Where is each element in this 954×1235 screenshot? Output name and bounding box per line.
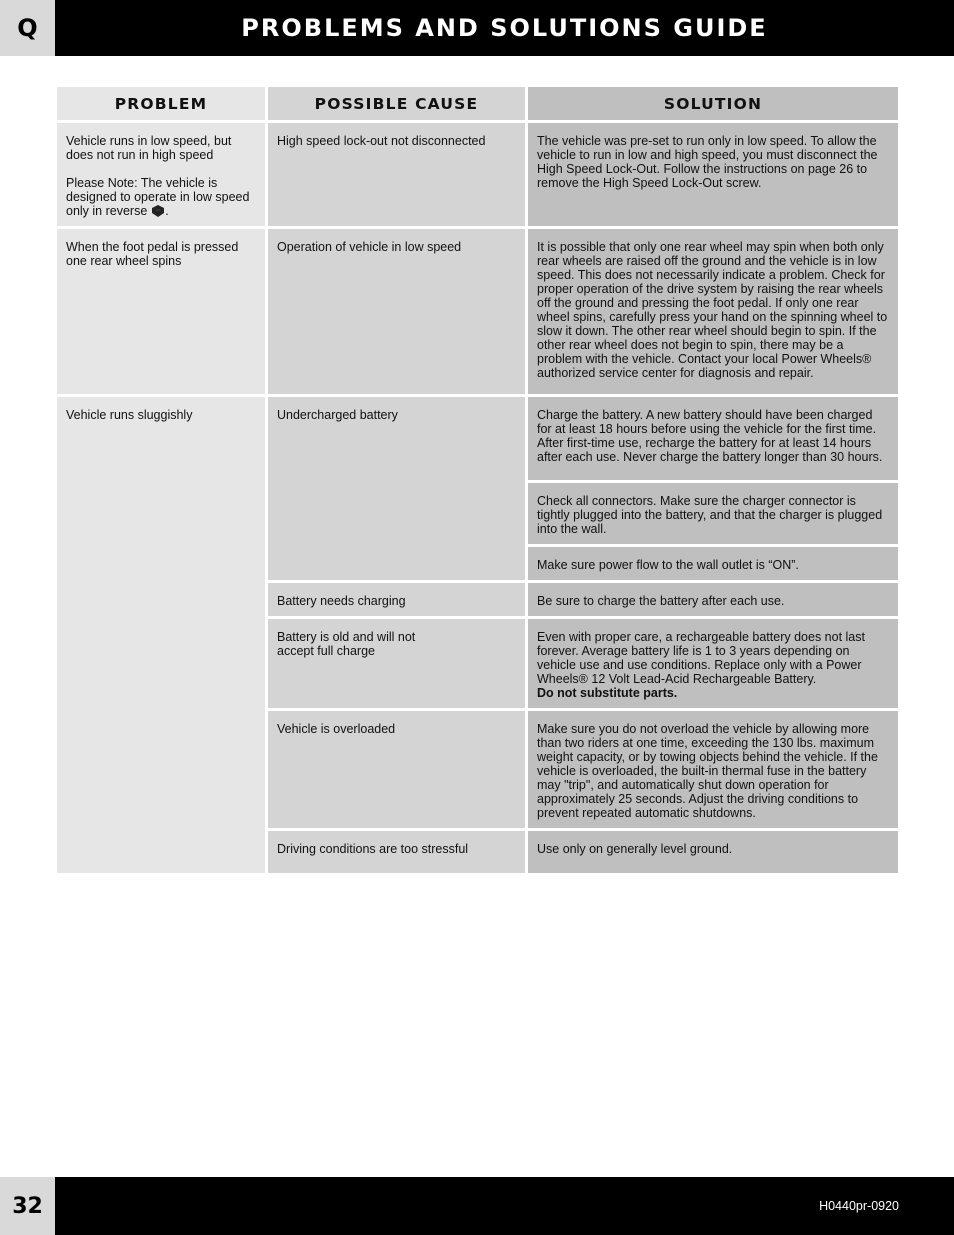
page-footer — [0, 1177, 954, 1235]
problem-note-end: . — [165, 204, 169, 218]
cause-cell: Driving conditions are too stressful — [268, 831, 525, 873]
cause-cell: High speed lock-out not disconnected — [268, 123, 525, 226]
page-header — [0, 0, 954, 56]
solution-cell: The vehicle was pre-set to run only in low speed. To allow the vehicle to run in low and high speed, you must disconnect the High Speed Lock-Out. Follow the instructions on page 26 to remove the High Speed Lock-Out screw. — [528, 123, 898, 226]
cause-cell: Undercharged battery — [268, 397, 525, 580]
problem-cell: Vehicle runs sluggishly — [57, 397, 265, 873]
section-tab: Q — [0, 0, 55, 56]
solution-cell: Be sure to charge the battery after each use. — [528, 583, 898, 616]
problem-note — [66, 176, 256, 218]
problem-note-text: Please Note: The vehicle is designed to operate in low speed only in reverse — [66, 176, 250, 218]
column-header-cause: POSSIBLE CAUSE — [268, 87, 525, 120]
column-header-solution: SOLUTION — [528, 87, 898, 120]
solution-text: Even with proper care, a rechargeable battery does not last forever. Average battery life is 1 to 3 years depending on vehicle use and use conditions. Replace only with a Power Wheels® 12 Volt Lead-Acid Rechargeable Battery. — [537, 630, 865, 686]
cause-cell: Battery is old and will not accept full charge — [268, 619, 525, 708]
problems-table — [57, 87, 898, 873]
problem-text: Vehicle runs in low speed, but does not run in high speed — [66, 134, 232, 162]
solution-cell: It is possible that only one rear wheel may spin when both only rear wheels are raised off the ground and the vehicle is in low speed. This does not necessarily indicate a problem. Check for proper operation of the drive system by raising the rear wheels off the ground and pressing the foot pedal. If only one rear wheel spins, carefully press your hand on the spinning wheel to slow it down. The other rear wheel should begin to spin. If the other rear wheel does not begin to spin, there may be a problem with the vehicle. Contact your local Power Wheels® authorized service center for diagnosis and repair. — [528, 229, 898, 394]
page-number: 32 — [0, 1177, 55, 1235]
solution-cell: Check all connectors. Make sure the charger connector is tightly plugged into the battery, and that the charger is plugged into the wall. — [528, 483, 898, 544]
column-header-problem: PROBLEM — [57, 87, 265, 120]
reverse-gear-icon — [151, 205, 165, 217]
solution-cell — [528, 619, 898, 708]
solution-cell: Charge the battery. A new battery should have been charged for at least 18 hours before using the vehicle for the first time. After first-time use, recharge the battery for at least 14 hours after each use. Never charge the battery longer than 30 hours. — [528, 397, 898, 480]
cause-cell: Battery needs charging — [268, 583, 525, 616]
solution-cell: Use only on generally level ground. — [528, 831, 898, 873]
solution-cell: Make sure power flow to the wall outlet is “ON”. — [528, 547, 898, 580]
solution-warning: Do not substitute parts. — [537, 686, 678, 700]
problem-cell — [57, 123, 265, 226]
problem-cell: When the foot pedal is pressed one rear wheel spins — [57, 229, 265, 394]
cause-cell: Vehicle is overloaded — [268, 711, 525, 828]
solution-cell: Make sure you do not overload the vehicle by allowing more than two riders at one time, exceeding the 130 lbs. maximum weight capacity, or by towing objects behind the vehicle. If the vehicle is overloaded, the built-in thermal fuse in the battery may "trip", and automatically shut down operation for approximately 25 seconds. Adjust the driving conditions to prevent repeated automatic shutdowns. — [528, 711, 898, 828]
page-title: PROBLEMS AND SOLUTIONS GUIDE — [241, 14, 768, 42]
document-code: H0440pr-0920 — [819, 1199, 899, 1213]
cause-cell: Operation of vehicle in low speed — [268, 229, 525, 394]
